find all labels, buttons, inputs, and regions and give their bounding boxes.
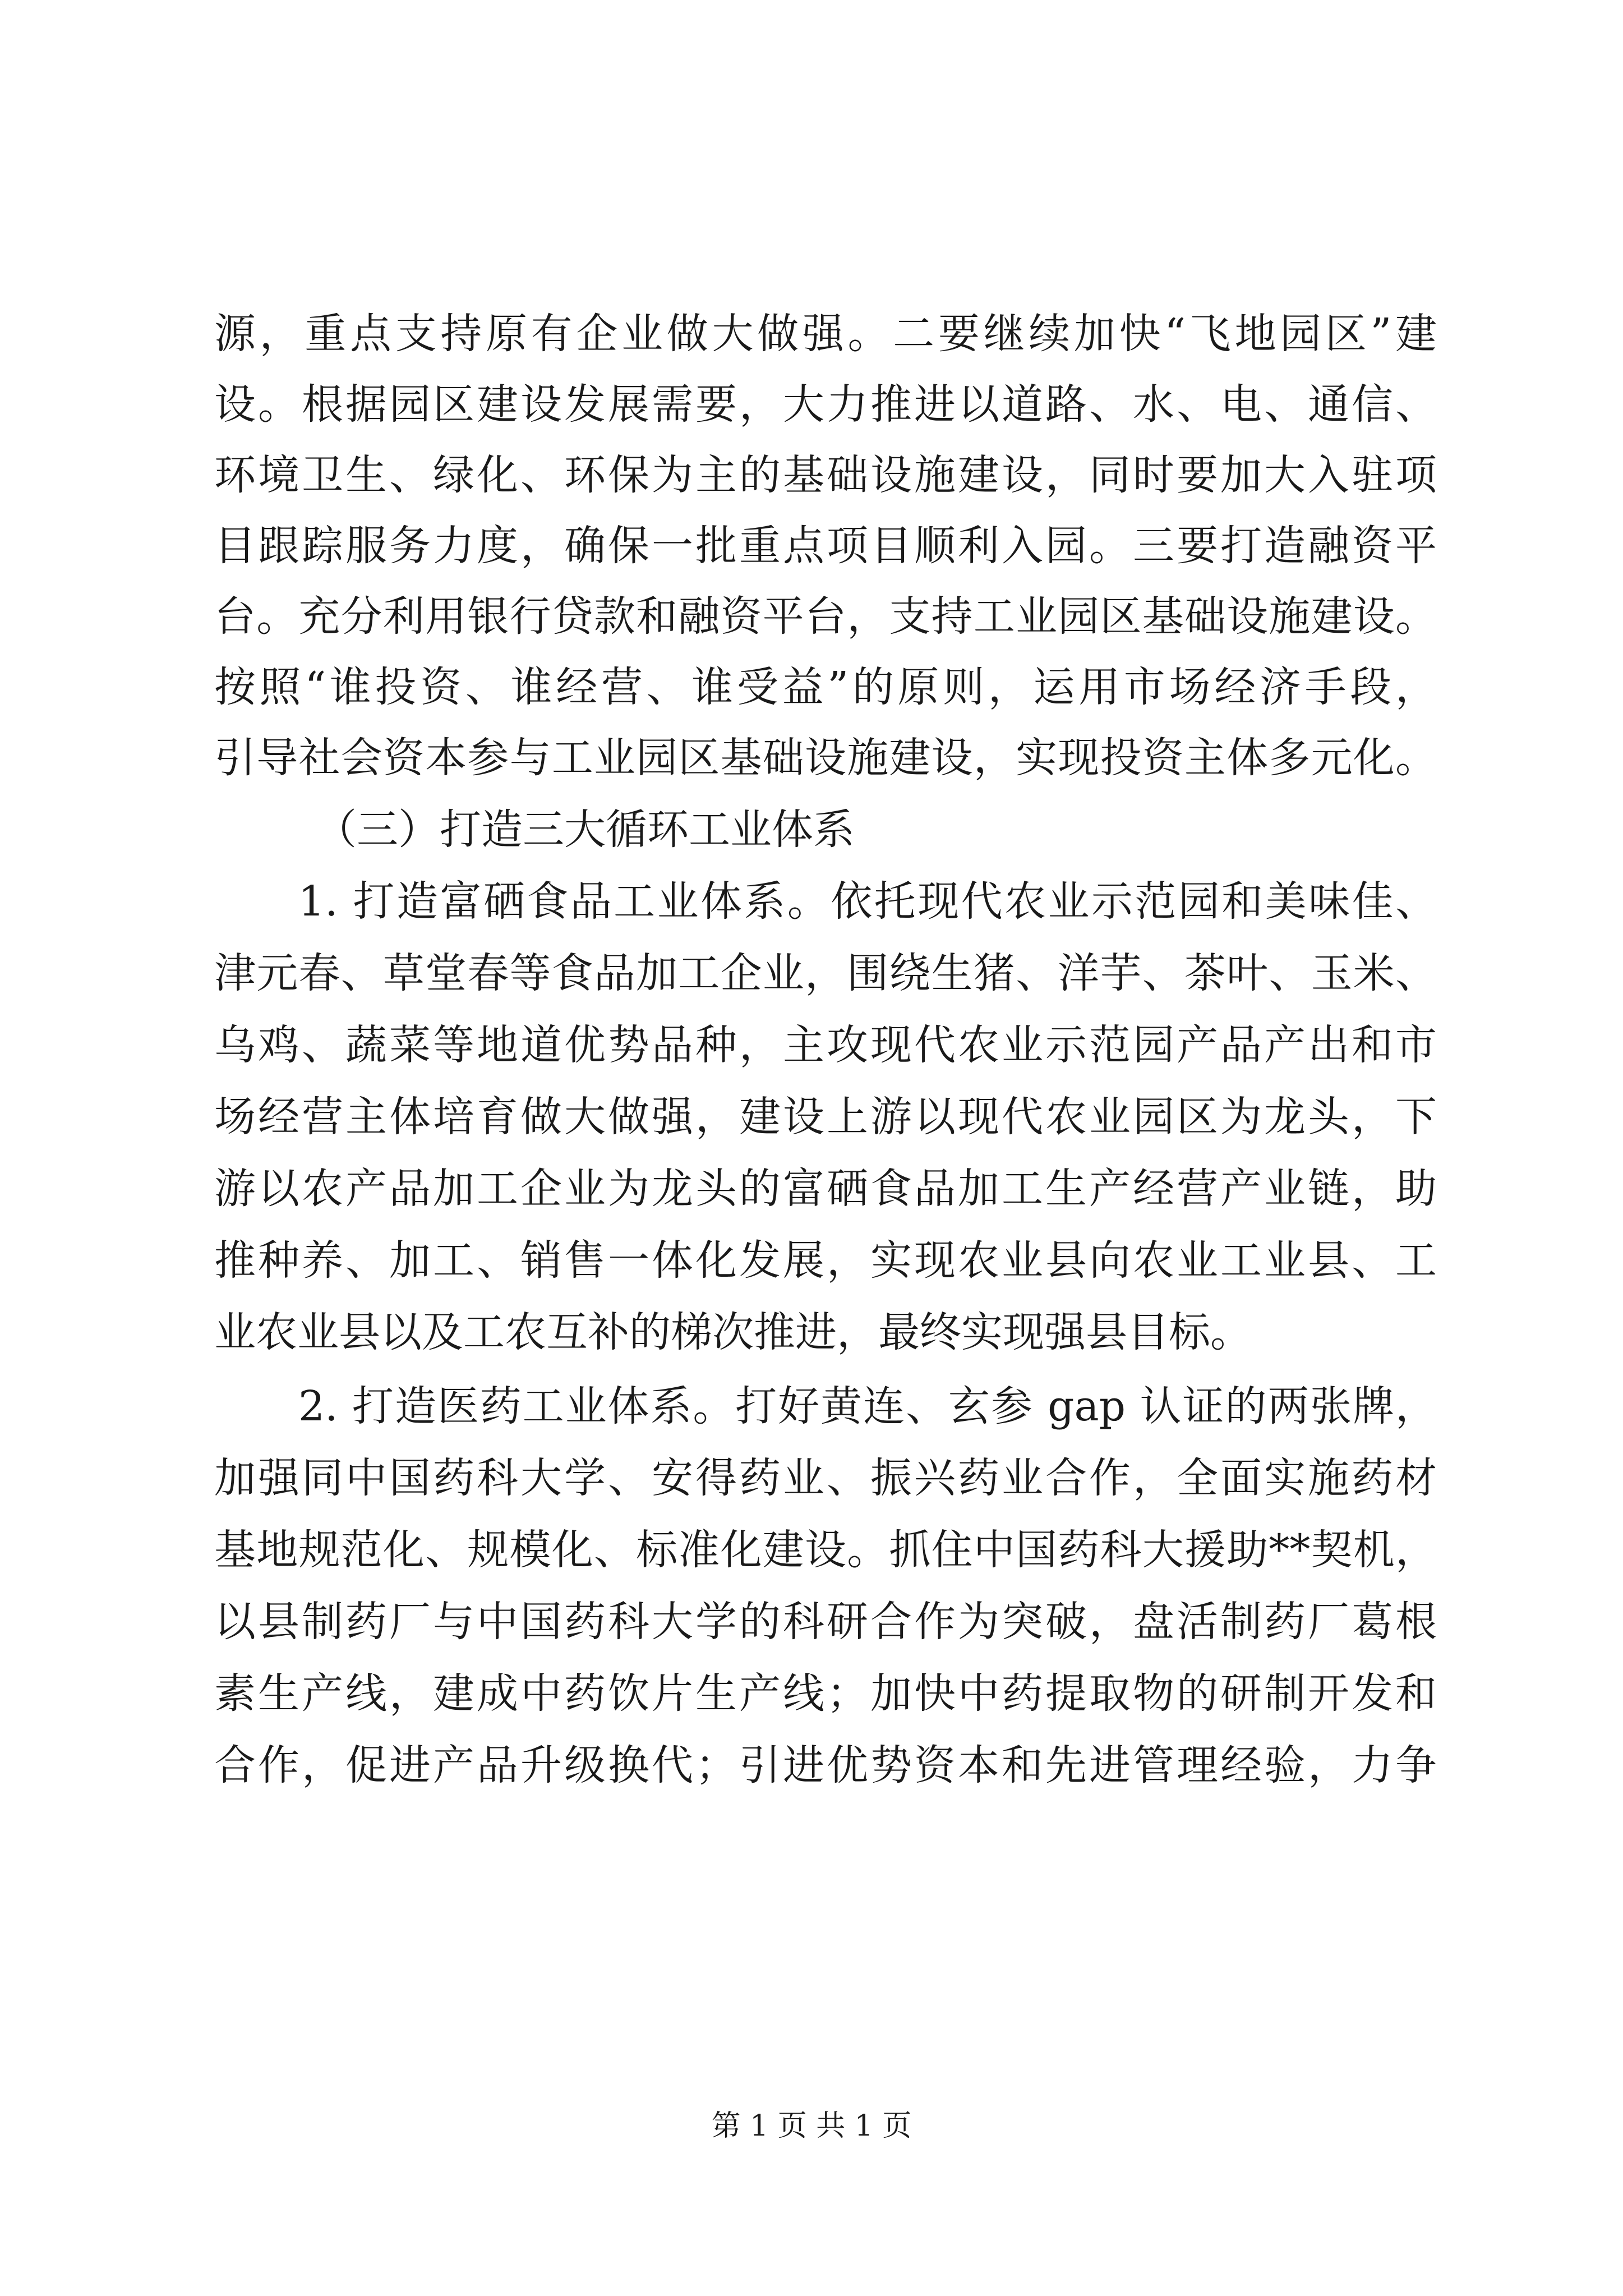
text-line: 按照“谁投资、谁经营、谁受益”的原则，运用市场经济手段， xyxy=(214,663,1437,711)
text-line: 加强同中国药科大学、安得药业、振兴药业合作，全面实施药材 xyxy=(214,1454,1437,1502)
text-line: 引导社会资本参与工业园区基础设施建设，实现投资主体多元化。 xyxy=(214,734,1437,782)
text-line: 推种养、加工、销售一体化发展，实现农业县向农业工业县、工 xyxy=(214,1236,1437,1285)
text-line: 乌鸡、蔬菜等地道优势品种，主攻现代农业示范园产品产出和市 xyxy=(214,1021,1437,1069)
text-line: 1. 打造富硒食品工业体系。依托现代农业示范园和美味佳、 xyxy=(298,877,1437,926)
text-line: 以县制药厂与中国药科大学的科研合作为突破，盘活制药厂葛根 xyxy=(214,1598,1437,1646)
text-line: 游以农产品加工企业为龙头的富硒食品加工生产经营产业链，助 xyxy=(214,1165,1437,1213)
section-heading: （三）打造三大循环工业体系 xyxy=(315,806,855,854)
text-line: 2. 打造医药工业体系。打好黄连、玄参 gap 认证的两张牌， xyxy=(298,1382,1437,1430)
text-line: 合作，促进产品升级换代；引进优势资本和先进管理经验，力争 xyxy=(214,1741,1437,1789)
text-line: 目跟踪服务力度，确保一批重点项目顺利入园。三要打造融资平 xyxy=(214,522,1437,570)
text-line: 场经营主体培育做大做强，建设上游以现代农业园区为龙头，下 xyxy=(214,1093,1437,1141)
text-line: 基地规范化、规模化、标准化建设。抓住中国药科大援助**契机， xyxy=(214,1526,1437,1574)
text-line: 设。根据园区建设发展需要，大力推进以道路、水、电、通信、 xyxy=(214,380,1437,429)
page-footer: 第 1 页 共 1 页 xyxy=(711,2109,912,2143)
text-line: 津元春、草堂春等食品加工企业，围绕生猪、洋芋、茶叶、玉米、 xyxy=(214,949,1437,997)
text-line: 台。充分利用银行贷款和融资平台，支持工业园区基础设施建设。 xyxy=(214,592,1437,641)
text-line: 业农业县以及工农互补的梯次推进，最终实现强县目标。 xyxy=(214,1308,1252,1356)
text-line: 源，重点支持原有企业做大做强。二要继续加快“飞地园区”建 xyxy=(214,310,1437,358)
text-line: 素生产线，建成中药饮片生产线；加快中药提取物的研制开发和 xyxy=(214,1669,1437,1718)
text-line: 环境卫生、绿化、环保为主的基础设施建设，同时要加大入驻项 xyxy=(214,451,1437,499)
